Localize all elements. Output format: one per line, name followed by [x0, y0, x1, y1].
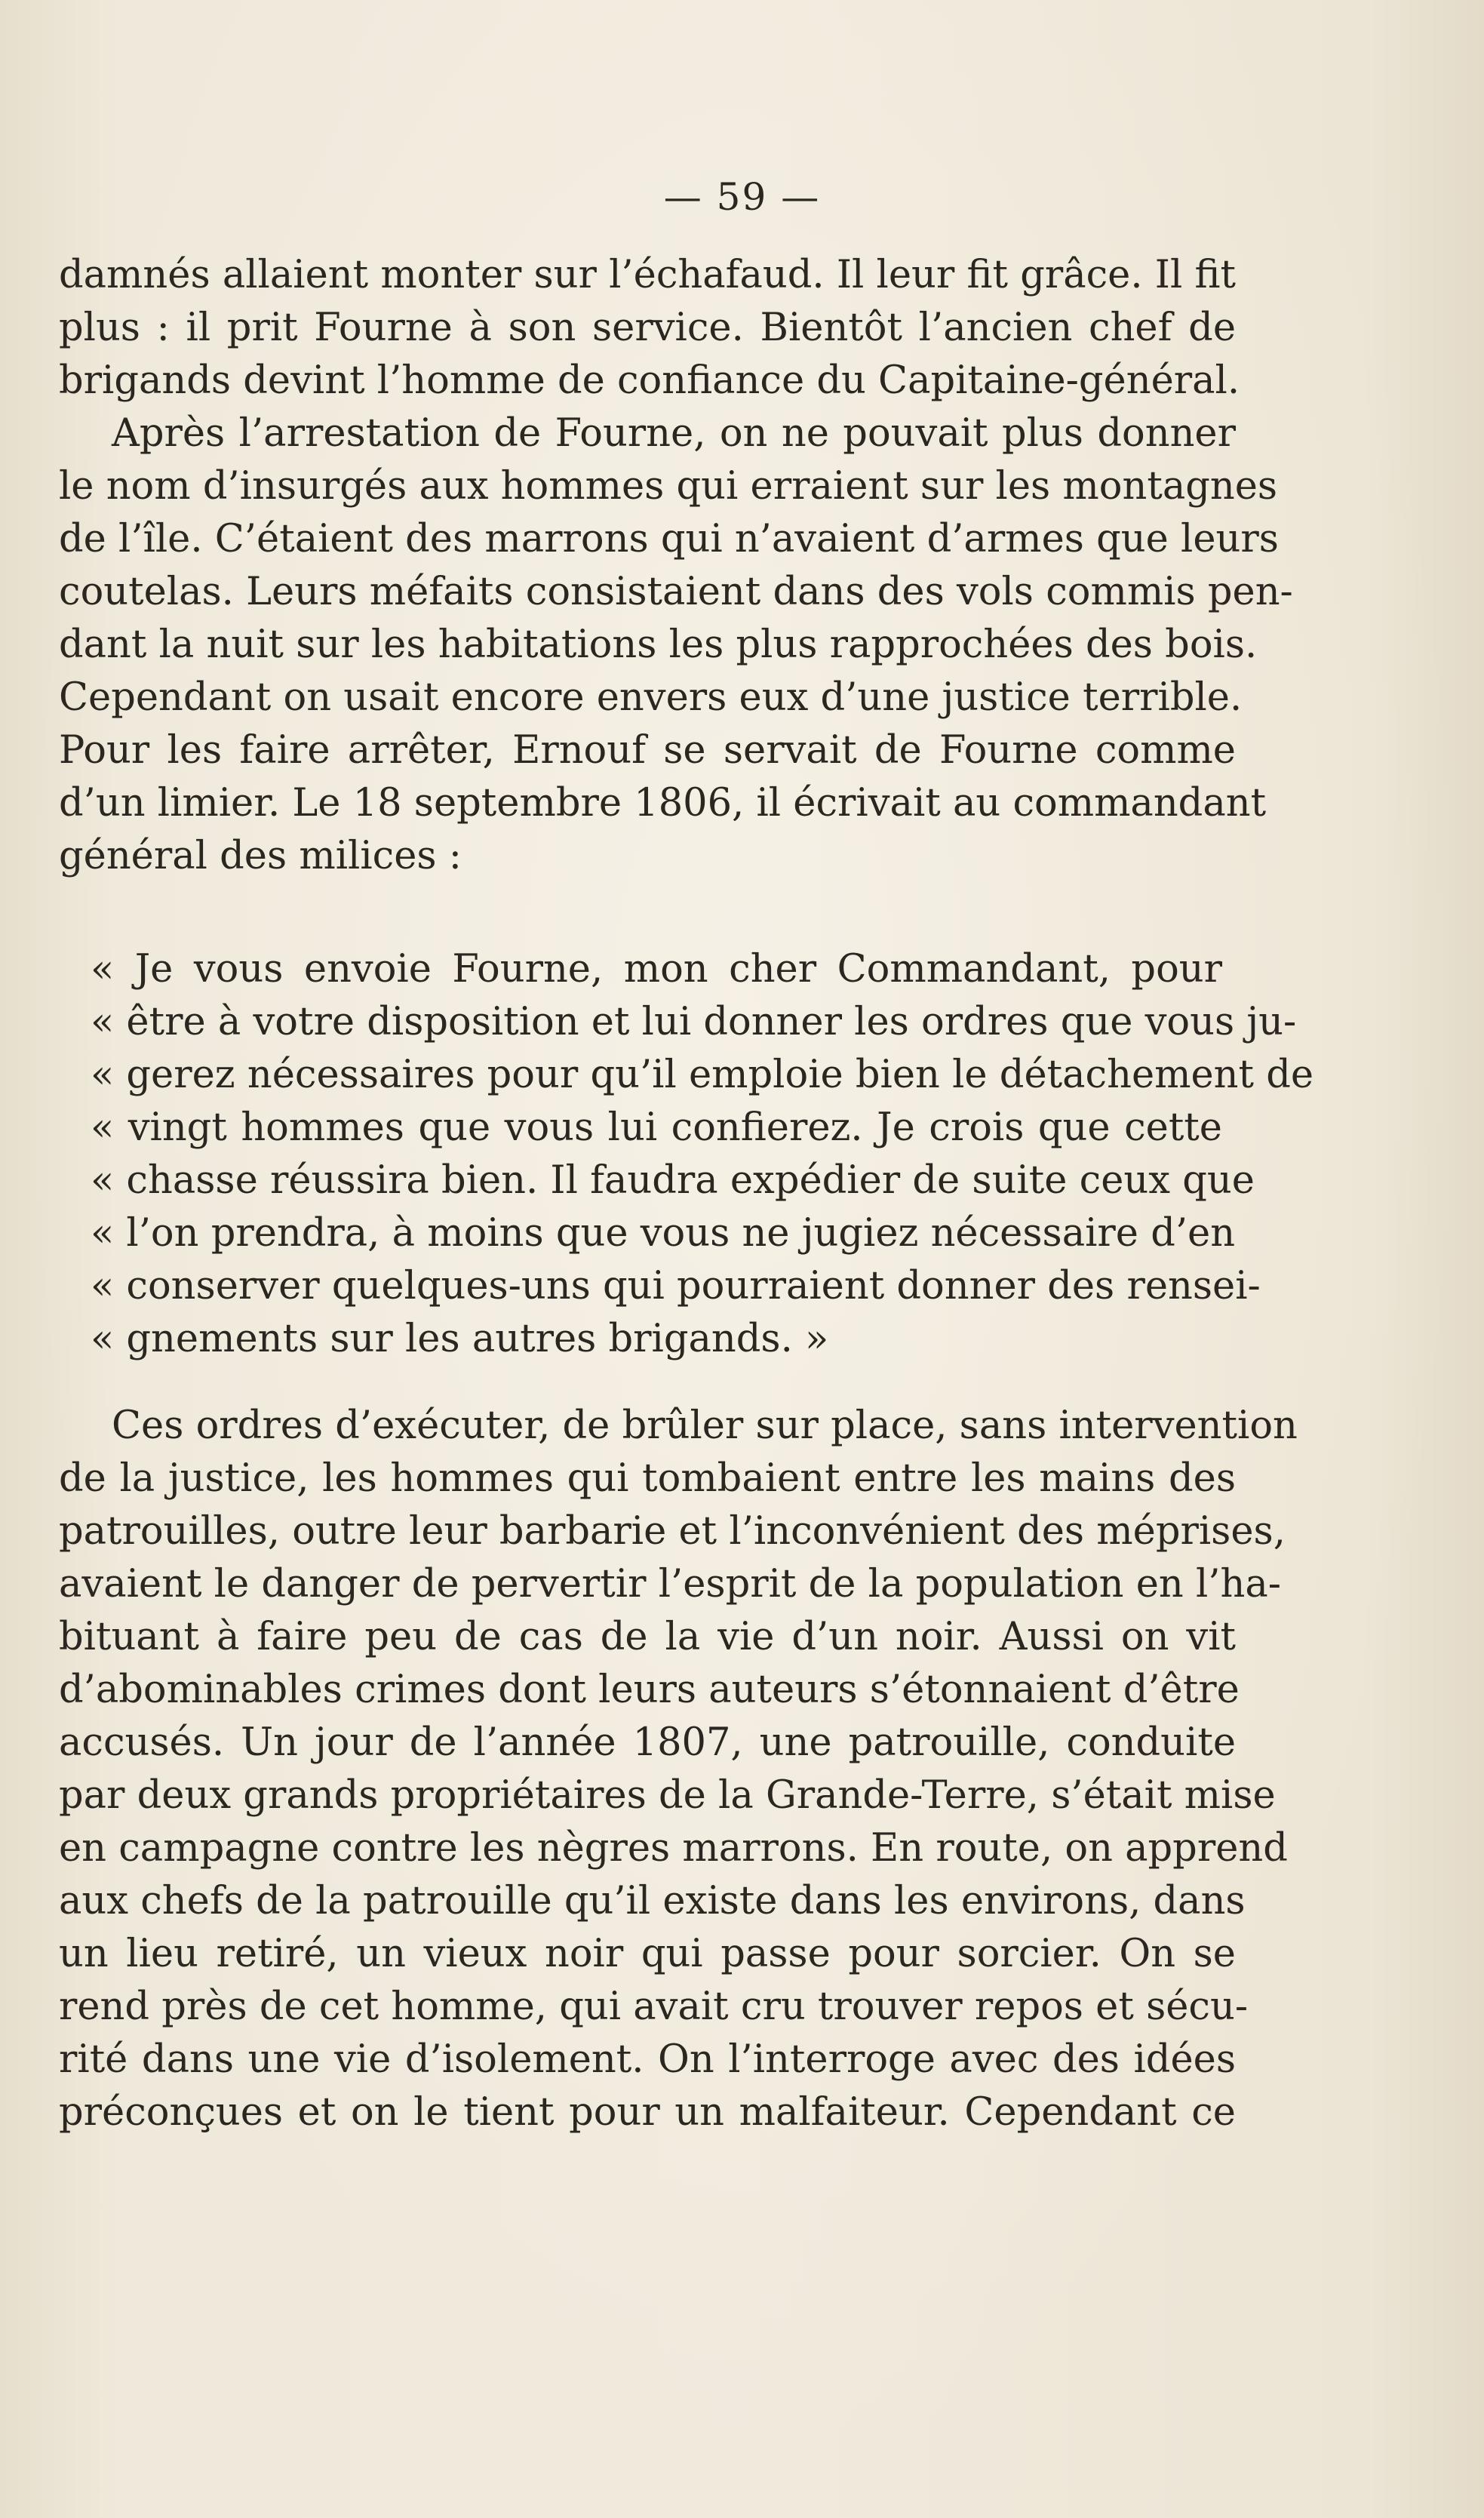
text-line: préconçues et on le tient pour un malfaiteur. Cependant ce: [59, 2090, 1236, 2135]
text-line: Ces ordres d’exécuter, de brûler sur place, sans intervention: [112, 1404, 1298, 1448]
text-line: brigands devint l’homme de confiance du Capitaine-général.: [59, 358, 1240, 403]
text-line: de la justice, les hommes qui tombaient entre les mains des: [59, 1456, 1236, 1501]
page-number: — 59 —: [663, 175, 821, 219]
quote-line: « être à votre disposition et lui donner les ordres que vous ju-: [91, 1000, 1297, 1044]
text-line: Pour les faire arrêter, Ernouf se servait de Fourne comme: [59, 728, 1236, 773]
quote-line: « chasse réussira bien. Il faudra expédier de suite ceux que: [91, 1158, 1255, 1203]
text-line: d’abominables crimes dont leurs auteurs s’étonnaient d’être: [59, 1668, 1240, 1712]
text-line: d’un limier. Le 18 septembre 1806, il écrivait au commandant: [59, 781, 1267, 825]
text-line: le nom d’insurgés aux hommes qui erraient sur les montagnes: [59, 464, 1278, 509]
paragraph-fourne-arrest: [59, 407, 1293, 883]
letter-quotation: [91, 943, 1314, 1366]
text-line: en campagne contre les nègres marrons. En route, on apprend: [59, 1826, 1288, 1871]
quote-line: « l’on prendra, à moins que vous ne jugiez nécessaire d’en: [91, 1211, 1236, 1256]
quote-line: « gnements sur les autres brigands. »: [91, 1317, 829, 1361]
text-line: damnés allaient monter sur l’échafaud. Il leur fit grâce. Il fit: [59, 253, 1236, 297]
text-line: plus : il prit Fourne à son service. Bientôt l’ancien chef de: [59, 306, 1236, 350]
text-line: accusés. Un jour de l’année 1807, une patrouille, conduite: [59, 1720, 1236, 1765]
text-line: avaient le danger de pervertir l’esprit de la population en l’ha-: [59, 1562, 1281, 1606]
text-line: Après l’arrestation de Fourne, on ne pouvait plus donner: [112, 411, 1236, 456]
text-line: un lieu retiré, un vieux noir qui passe pour sorcier. On se: [59, 1932, 1236, 1976]
text-line: par deux grands propriétaires de la Grande-Terre, s’était mise: [59, 1773, 1276, 1818]
text-line: de l’île. C’étaient des marrons qui n’avaient d’armes que leurs: [59, 517, 1279, 561]
quote-line: « conserver quelques-uns qui pourraient donner des rensei-: [91, 1264, 1261, 1308]
text-line: Cependant on usait encore envers eux d’une justice terrible.: [59, 675, 1243, 720]
text-line: général des milices :: [59, 834, 462, 878]
text-line: coutelas. Leurs méfaits consistaient dans des vols commis pen-: [59, 570, 1293, 614]
text-line: dant la nuit sur les habitations les plus rapprochées des bois.: [59, 623, 1258, 667]
paragraph-continuation: [59, 249, 1240, 407]
text-line: rité dans une vie d’isolement. On l’interroge avec des idées: [59, 2037, 1236, 2082]
quote-line: « Je vous envoie Fourne, mon cher Commandant, pour: [91, 947, 1222, 992]
quote-line: « gerez nécessaires pour qu’il emploie bien le détachement de: [91, 1053, 1314, 1097]
text-line: bituant à faire peu de cas de la vie d’un noir. Aussi on vit: [59, 1615, 1236, 1659]
text-line: aux chefs de la patrouille qu’il existe dans les environs, dans: [59, 1879, 1246, 1923]
text-line: patrouilles, outre leur barbarie et l’inconvénient des méprises,: [59, 1509, 1286, 1554]
paragraph-orders-consequences: [59, 1400, 1298, 2139]
quote-line: « vingt hommes que vous lui confierez. Je crois que cette: [91, 1105, 1222, 1150]
text-line: rend près de cet homme, qui avait cru trouver repos et sécu-: [59, 1985, 1249, 2029]
